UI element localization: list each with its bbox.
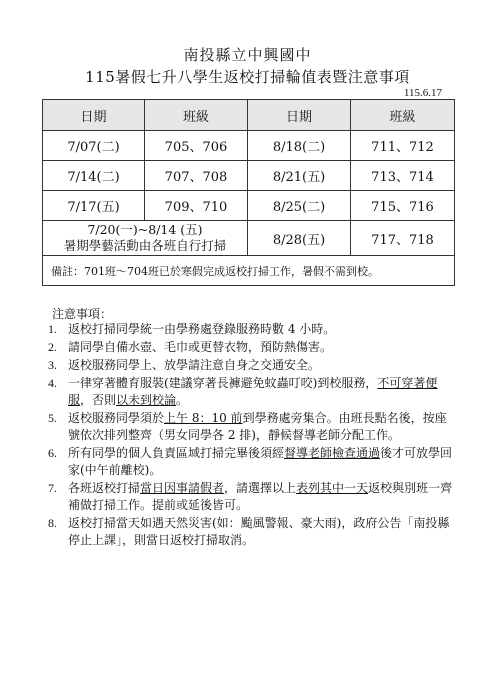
table-note-row bbox=[43, 256, 455, 286]
list-item bbox=[40, 410, 456, 444]
table-row bbox=[43, 161, 455, 191]
school-name: 南投縣立中興國中 bbox=[183, 46, 312, 64]
date-cell: 8/28(五) bbox=[248, 221, 351, 256]
list-item bbox=[40, 339, 456, 356]
item-text: 返校服務同學須於 bbox=[68, 411, 165, 425]
list-item bbox=[40, 321, 456, 338]
item-text: 一律穿著體育服裝(建議穿著長褲避免蚊蟲叮咬)到校服務， bbox=[68, 376, 378, 390]
header-class-2: 班級 bbox=[351, 100, 455, 131]
item-number: 5. bbox=[48, 411, 57, 425]
summer-activity-cell bbox=[43, 221, 248, 256]
summer-activity-dates: 7/20(一)~8/14 (五) bbox=[87, 222, 203, 237]
date-cell: 7/17(五) bbox=[43, 191, 145, 221]
underlined-text: 以未到校論 bbox=[116, 393, 177, 407]
item-text: 返校與別班一齊補做打掃工作。提前或延後皆可。 bbox=[68, 481, 453, 512]
item-number: 6. bbox=[48, 446, 57, 460]
document-date: 115.6.17 bbox=[403, 87, 442, 99]
date-cell: 8/25(二) bbox=[248, 191, 351, 221]
item-text: 返校服務同學上、放學請注意自身之交通安全。 bbox=[68, 358, 321, 372]
duty-roster-table bbox=[42, 99, 455, 286]
item-text: 返校打掃當天如遇天然災害(如：颱風警報、豪大雨)，政府公告「南投縣停止上課」，則當日返校打掃取消。 bbox=[68, 516, 450, 547]
class-cell: 705、706 bbox=[145, 131, 248, 161]
item-text: 各班返校打掃 bbox=[68, 481, 141, 495]
item-text: 請同學自備水壺、毛巾或更替衣物，預防熱傷害。 bbox=[68, 340, 333, 354]
item-text: 。 bbox=[176, 393, 189, 407]
list-item bbox=[40, 445, 456, 479]
item-number: 2. bbox=[48, 340, 57, 354]
underlined-text: 服 bbox=[68, 393, 81, 407]
item-number: 8. bbox=[48, 516, 57, 530]
notes-heading: 注意事項： bbox=[52, 307, 113, 321]
document-title: 115暑假七升八學生返校打掃輪值表暨注意事項 bbox=[85, 68, 410, 86]
list-item bbox=[40, 357, 456, 374]
item-number: 7. bbox=[48, 481, 57, 495]
item-text: 返校打掃同學統一由學務處登錄服務時數 4 小時。 bbox=[68, 322, 336, 336]
underlined-text: 上午 8：10 前 bbox=[164, 411, 243, 425]
class-cell: 709、710 bbox=[145, 191, 248, 221]
class-cell: 707、708 bbox=[145, 161, 248, 191]
item-text: ，請選擇以上 bbox=[224, 481, 297, 495]
item-number: 4. bbox=[48, 376, 57, 390]
notes-list bbox=[40, 321, 456, 550]
underlined-text: 不可穿著便 bbox=[377, 376, 438, 390]
class-cell: 713、714 bbox=[351, 161, 455, 191]
date-cell: 7/07(二) bbox=[43, 131, 145, 161]
class-cell: 715、716 bbox=[351, 191, 455, 221]
class-cell: 717、718 bbox=[351, 221, 455, 256]
underlined-text: 當日因事請假者 bbox=[140, 481, 225, 495]
header-class-1: 班級 bbox=[145, 100, 248, 131]
header-date-1: 日期 bbox=[43, 100, 145, 131]
underlined-text: 表列其中一天 bbox=[296, 481, 369, 495]
item-number: 1. bbox=[48, 322, 57, 336]
list-item bbox=[40, 480, 456, 514]
item-text: ，否則 bbox=[80, 393, 117, 407]
summer-activity-text: 暑期學藝活動由各班自行打掃 bbox=[63, 238, 227, 253]
date-cell: 8/21(五) bbox=[248, 161, 351, 191]
date-cell: 7/14(二) bbox=[43, 161, 145, 191]
list-item bbox=[40, 375, 456, 409]
header-date-2: 日期 bbox=[248, 100, 351, 131]
table-header-row bbox=[43, 100, 455, 131]
table-row bbox=[43, 131, 455, 161]
date-cell: 8/18(二) bbox=[248, 131, 351, 161]
item-number: 3. bbox=[48, 358, 57, 372]
item-text: 後才可放學回家(中午前離校)。 bbox=[68, 446, 453, 477]
list-item bbox=[40, 515, 456, 549]
table-row-special bbox=[43, 221, 455, 256]
item-text: 到學務處旁集合。由班長點名後，按座號依次排列整齊（男女同學各 2 排)，靜候督導老師分配工作。 bbox=[68, 411, 447, 442]
underlined-text: 督導老師檢查通過 bbox=[284, 446, 381, 460]
table-note: 備註：701班～704班已於寒假完成返校打掃工作，暑假不需到校。 bbox=[43, 256, 455, 286]
table-row bbox=[43, 191, 455, 221]
class-cell: 711、712 bbox=[351, 131, 455, 161]
item-text: 所有同學的個人負責區域打掃完畢後須經 bbox=[68, 446, 285, 460]
